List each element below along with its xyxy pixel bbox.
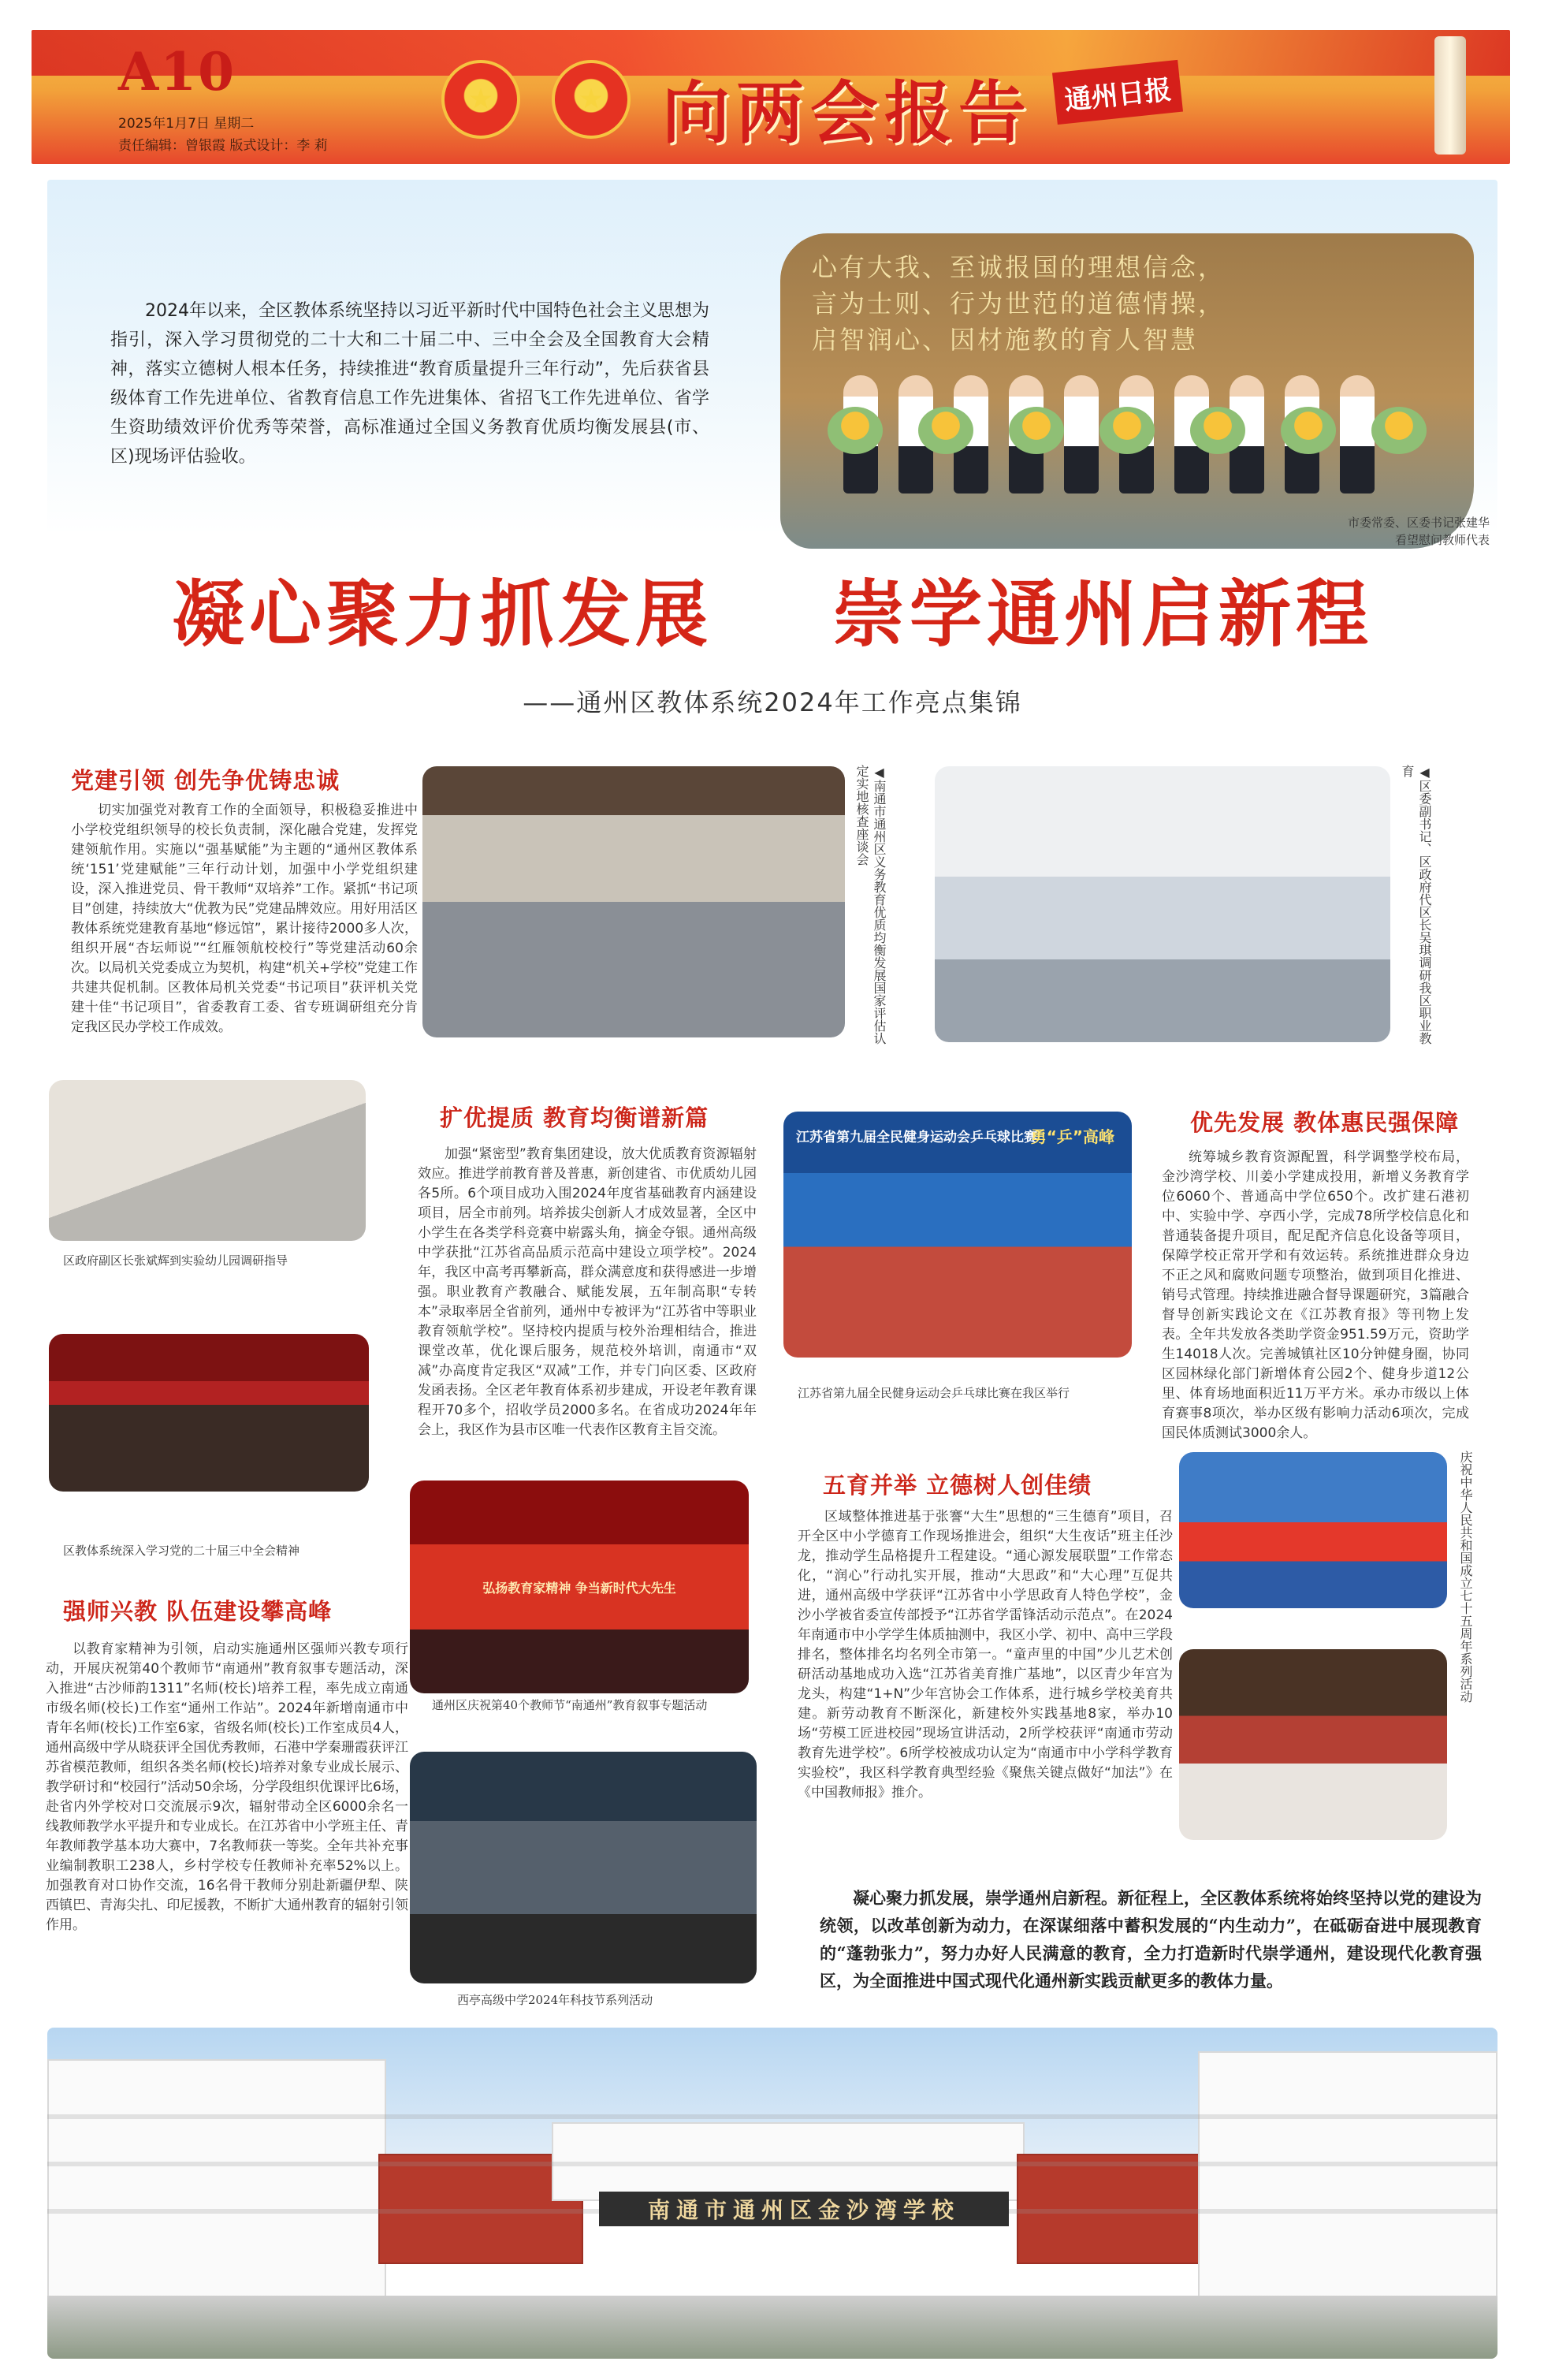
section-body-guarantee: 统筹城乡教育资源配置，科学调整学校布局，金沙湾学校、川姜小学建成投用，新增义务教育学位6060个、普通高中学位650个。改扩建石港初中、实验中学、亭西小学，完成78所学校信息化和普通装备提升项目，配足配齐信息化设备等项目，保障学校正常开学和有效运转。系统推进群众身边不正之风和腐败问题专项整治，做到项目化推进、销号式管理。持续推进融合督导课题研究，3篇融合督导创新实践论文在《江苏教育报》等刊物上发表。全年共发放各类助学资金951.59万元，资助学生14018人次。完善城镇社区10分钟健身圈，协同区园林绿化部门新增体育公园2个、健身步道12公里、体育场地面积近11万平方米。承办市级以上体育赛事8项次，举办区级有影响力活动6项次，完成国民体质测试3000余人。 xyxy=(1162,1149,1469,1441)
section-title-quality: 扩优提质 教育均衡谱新篇 xyxy=(440,1104,709,1131)
page-number: A10 xyxy=(118,41,236,102)
national-emblem-icon: ★ xyxy=(441,60,520,139)
photo-museum-visit xyxy=(1179,1649,1447,1840)
photo-teachers-day xyxy=(410,1481,749,1693)
caption-lab: ◀区委副书记、区政府代区长吴琪调研我区职业教育 xyxy=(1400,765,1432,1045)
hero-photo-caption: 市委常委、区委书记张建华看望慰问教师代表 xyxy=(1347,516,1490,547)
caption-meeting: ◀南通市通州区义务教育优质均衡发展国家评估认定实地核查座谈会 xyxy=(854,765,887,1045)
photo-science-festival xyxy=(410,1752,757,1983)
school-gate-sign: 南通市通州区金沙湾学校 xyxy=(599,2192,1009,2226)
huabiao-pillar-icon xyxy=(1434,36,1466,155)
newspaper-logo: 通州日报 xyxy=(1052,60,1183,125)
caption-kids: 庆祝中华人民共和国成立七十五周年系列活动 xyxy=(1458,1451,1473,1703)
photo-school-building xyxy=(47,2028,1497,2359)
pingpong-sign-text: 勇“乒”高峰 xyxy=(1030,1127,1114,1146)
stage-banner-text: 弘扬教育家精神 争当新时代大先生 xyxy=(482,1581,676,1596)
column-title: 向两会报告 xyxy=(662,74,1032,153)
caption-pingpong: 江苏省第九届全民健身运动会乒乓球比赛在我区举行 xyxy=(798,1386,1070,1400)
issue-date: 2025年1月7日 星期二 xyxy=(118,116,255,132)
hero-slogan: 心有大我、至诚报国的理想信念， 言为士则、行为世范的道德情操， 启智润心、因材施教的育人智慧 xyxy=(812,252,1226,355)
photo-vocational-lab xyxy=(935,766,1390,1042)
section-title-five: 五育并举 立德树人创佳绩 xyxy=(823,1472,1092,1499)
photo-kindergarten xyxy=(49,1080,366,1241)
photo-kids-flags xyxy=(1179,1452,1447,1608)
section-title-party: 党建引领 创先争优铸忠诚 xyxy=(71,767,340,794)
closing-paragraph: 凝心聚力抓发展，崇学通州启新程。新征程上，全区教体系统将始终坚持以党的建设为统领，以改革创新为动力，在深谋细落中蓄积发展的“内生动力”，在砥砺奋进中展现教育的“蓬勃张力”，努力办好人民满意的教育，全力打造新时代崇学通州，建设现代化教育强区，为全面推进中国式现代化通州新实践贡献更多的教体力量。 xyxy=(820,1888,1482,1991)
section-title-guarantee: 优先发展 教体惠民强保障 xyxy=(1190,1109,1460,1136)
photo-study-meeting xyxy=(49,1334,369,1492)
caption-study-meeting: 区教体系统深入学习党的二十届三中全会精神 xyxy=(63,1544,300,1558)
pingpong-banner-text: 江苏省第九届全民健身运动会乒乓球比赛 xyxy=(796,1130,1037,1145)
headline: 凝心聚力抓发展 崇学通州启新程 xyxy=(171,572,1374,657)
photo-pingpong xyxy=(783,1112,1132,1358)
hero-photo-teachers xyxy=(780,233,1474,549)
caption-kindergarten: 区政府副区长张斌辉到实验幼儿园调研指导 xyxy=(63,1253,288,1268)
editor-credits: 责任编辑：曾银霞 版式设计：李 莉 xyxy=(118,138,328,154)
section-body-party: 切实加强党对教育工作的全面领导，积极稳妥推进中小学校党组织领导的校长负责制，深化融合党建，发挥党建领航作用。实施以“强基赋能”为主题的“通州区教体系统‘151’党建赋能”三年行动计划，加强中小学党组织建设，深入推进党员、骨干教师“双培养”工作。紧抓“书记项目”创建，持续放大“优教为民”党建品牌效应。用好用活区教体系统党建教育基地“修远馆”，累计接待2000多人次，组织开展“杏坛师说”“红雁领航校校行”等党建活动60余次。以局机关党委成立为契机，构建“机关+学校”党建工作共建共促机制。区教体局机关党委“书记项目”获评机关党建十佳“书记项目”，省委教育工委、省专班调研组充分肯定我区民办学校工作成效。 xyxy=(71,803,419,1035)
caption-science-festival: 西亭高级中学2024年科技节系列活动 xyxy=(457,1993,653,2007)
photo-meeting xyxy=(422,766,845,1037)
section-title-teachers: 强师兴教 队伍建设攀高峰 xyxy=(63,1598,333,1625)
subheadline: ——通州区教体系统2024年工作亮点集锦 xyxy=(523,687,1022,717)
hero-intro: 2024年以来，全区教体系统坚持以习近平新时代中国特色社会主义思想为指引，深入学习贯彻党的二十大和二十届二中、三中全会及全国教育大会精神，落实立德树人根本任务，持续推进“教育质量提升三年行动”，先后获省县级体育工作先进单位、省教育信息工作先进集体、省招飞工作先进单位、省学生资助绩效评价优秀等荣誉，高标准通过全国义务教育优质均衡发展县(市、区)现场评估验收。 xyxy=(110,301,709,467)
caption-teachers-day: 通州区庆祝第40个教师节“南通州”教育叙事专题活动 xyxy=(432,1698,708,1712)
section-body-quality: 加强“紧密型”教育集团建设，放大优质教育资源辐射效应。推进学前教育普及普惠，新创建省、市优质幼儿园各5所。6个项目成功入围2024年度省基础教育内涵建设项目，居全市前列。培养拔尖创新人才成效显著，全区中小学生在各类学科竞赛中崭露头角，摘金夺银。通州高级中学获批“江苏省高品质示范高中建设立项学校”。2024年，我区中高考再攀新高，群众满意度和获得感进一步增强。职业教育产教融合、赋能发展，五年制高职“专转本”录取率居全省前列，通州中专被评为“江苏省中等职业教育领航学校”。坚持校内提质与校外治理相结合，推进课堂改革，优化课后服务，规范校外培训，南通市“双减”办高度肯定我区“双减”工作，并专门向区委、区政府发函表扬。全区老年教育体系初步建成，开设老年教育课程开70多个，招收学员2000多名。在省成功2024年年会上，我区作为县市区唯一代表作区教育主旨交流。 xyxy=(418,1146,757,1438)
section-body-teachers: 以教育家精神为引领，启动实施通州区强师兴教专项行动，开展庆祝第40个教师节“南通州”教育叙事专题活动，深入推进“古沙师韵1311”名师(校长)培养工程，率先成立南通市级名师(校长)工作室“通州工作站”。2024年新增南通市中青年名师(校长)工作室6家，省级名师(校长)工作室成员4人，通州高级中学从晓获评全国优秀教师，石港中学秦珊霞获评江苏省模范教师，组织各类名师(校长)培养对象专业成长展示、教学研讨和“校园行”活动50余场，分学段组织优课评比6场，赴省内外学校对口交流展示9次，辐射带动全区6000余名一线教师教学水平提升和专业成长。在江苏省中小学班主任、青年教师教学基本功大赛中，7名教师获一等奖。全年共补充事业编制教职工238人，乡村学校专任教师补充率52%以上。加强教育对口协作交流，16名骨干教师分别赴新疆伊犁、陕西镇巴、青海尖扎、印尼援教，不断扩大通州教育的辐射引领作用。 xyxy=(46,1641,408,1933)
cppcc-emblem-icon: ★ xyxy=(552,60,631,139)
section-body-five: 区域整体推进基于张謇“大生”思想的“三生德育”项目，召开全区中小学德育工作现场推进会，组织“大生夜话”班主任沙龙，推动学生品格提升工程建设。“通心源发展联盟”工作常态化，“润心”行动扎实开展，推动“大思政”和“大心理”互促共进，通州高级中学获评“江苏省中小学思政育人特色学校”，金沙小学被省委宣传部授予“江苏省学雷锋活动示范点”。在2024年南通市中小学学生体质抽测中，我区小学、初中、高中三学段排名，整体排名均名列全市第一。“童声里的中国”少儿艺术创研活动基地成功入选“江苏省美育推广基地”，以区青少年宫为龙头，构建“1+N”少年宫协会工作体系，进行城乡学校美育共建。新劳动教育不断深化，新建校外实践基地8家，举办10场“劳模工匠进校园”现场宣讲活动，2所学校获评“南通市劳动教育先进学校”。6所学校被成功认定为“南通市中小学科学教育实验校”，我区科学教育典型经验《聚焦关键点做好“加法”》在《中国教师报》推介。 xyxy=(798,1509,1173,1801)
